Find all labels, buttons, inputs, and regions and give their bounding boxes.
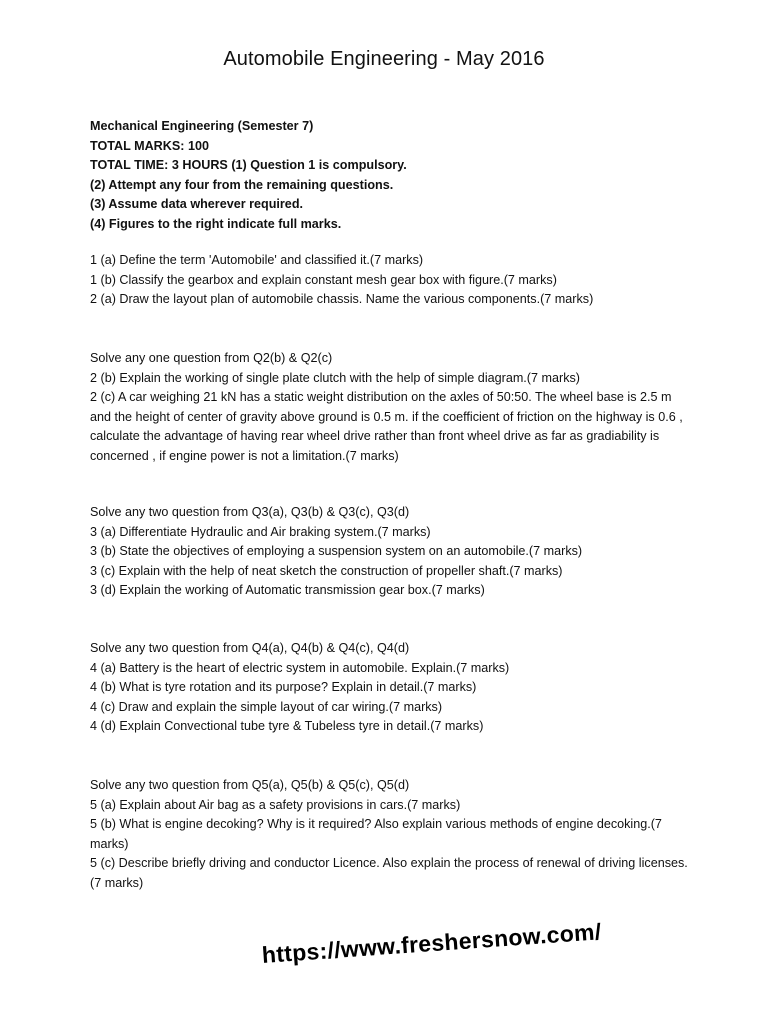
question-item: 2 (a) Draw the layout plan of automobile chassis. Name the various components.(7 marks): [90, 292, 594, 306]
header-line: (2) Attempt any four from the remaining questions.: [90, 177, 394, 192]
question-item: 5 (b) What is engine decoking? Why is it required? Also explain various methods of engine decoking.(7 marks): [90, 817, 662, 851]
question-item: 1 (a) Define the term 'Automobile' and classified it.(7 marks): [90, 253, 424, 267]
question-item: 3 (c) Explain with the help of neat sketch the construction of propeller shaft.(7 marks): [90, 563, 563, 578]
header-line: (4) Figures to the right indicate full marks.: [90, 216, 342, 231]
section-instruction: Solve any one question from Q2(b) & Q2(c): [90, 351, 333, 365]
section-instruction: Solve any two question from Q5(a), Q5(b) & Q5(c), Q5(d): [90, 778, 410, 792]
section-instruction: Solve any two question from Q3(a), Q3(b) & Q3(c), Q3(d): [90, 505, 410, 519]
question-item: 2 (c) A car weighing 21 kN has a static weight distribution on the axles of 50:50. The wheel base is 2.5 m and the height of center of gravity above ground is 0.5 m. if the coefficient of friction on the highway is 0.6 , calculate the advantage of having rear wheel drive rather than front wheel drive as far as gradiability is concerned , if engine power is not a limitation.(7 marks): [90, 390, 683, 463]
question-item: 4 (a) Battery is the heart of electric system in automobile. Explain.(7 marks): [90, 660, 510, 675]
question-item: 5 (c) Describe briefly driving and conductor Licence. Also explain the process of renewal of driving licenses.(7 marks): [90, 856, 688, 890]
page-title: Automobile Engineering - May 2016: [223, 48, 545, 70]
question-item: 3 (a) Differentiate Hydraulic and Air braking system.(7 marks): [90, 524, 431, 539]
exam-header: [90, 117, 710, 235]
question-2-section: [90, 349, 690, 466]
question-item: 2 (b) Explain the working of single plate clutch with the help of simple diagram.(7 marks): [90, 370, 580, 385]
question-item: 4 (b) What is tyre rotation and its purpose? Explain in detail.(7 marks): [90, 680, 477, 694]
question-item: 5 (a) Explain about Air bag as a safety provisions in cars.(7 marks): [90, 797, 461, 812]
question-1-section: [90, 251, 690, 310]
question-item: 4 (c) Draw and explain the simple layout of car wiring.(7 marks): [90, 699, 443, 714]
question-item: 4 (d) Explain Convectional tube tyre & Tubeless tyre in detail.(7 marks): [90, 719, 484, 733]
question-3-section: [90, 503, 690, 601]
section-instruction: Solve any two question from Q4(a), Q4(b) & Q4(c), Q4(d): [90, 641, 410, 655]
question-item: 3 (b) State the objectives of employing a suspension system on an automobile.(7 marks): [90, 544, 583, 558]
watermark-url: https://www.freshersnow.com/: [261, 918, 603, 968]
header-line: Mechanical Engineering (Semester 7): [90, 119, 314, 133]
question-item: 1 (b) Classify the gearbox and explain constant mesh gear box with figure.(7 marks): [90, 272, 557, 287]
header-line: TOTAL MARKS: 100: [90, 138, 209, 153]
question-5-section: [90, 776, 690, 893]
question-4-section: [90, 639, 690, 737]
header-line: TOTAL TIME: 3 HOURS (1) Question 1 is compulsory.: [90, 158, 407, 173]
header-line: (3) Assume data wherever required.: [90, 197, 304, 212]
question-item: 3 (d) Explain the working of Automatic transmission gear box.(7 marks): [90, 583, 485, 597]
